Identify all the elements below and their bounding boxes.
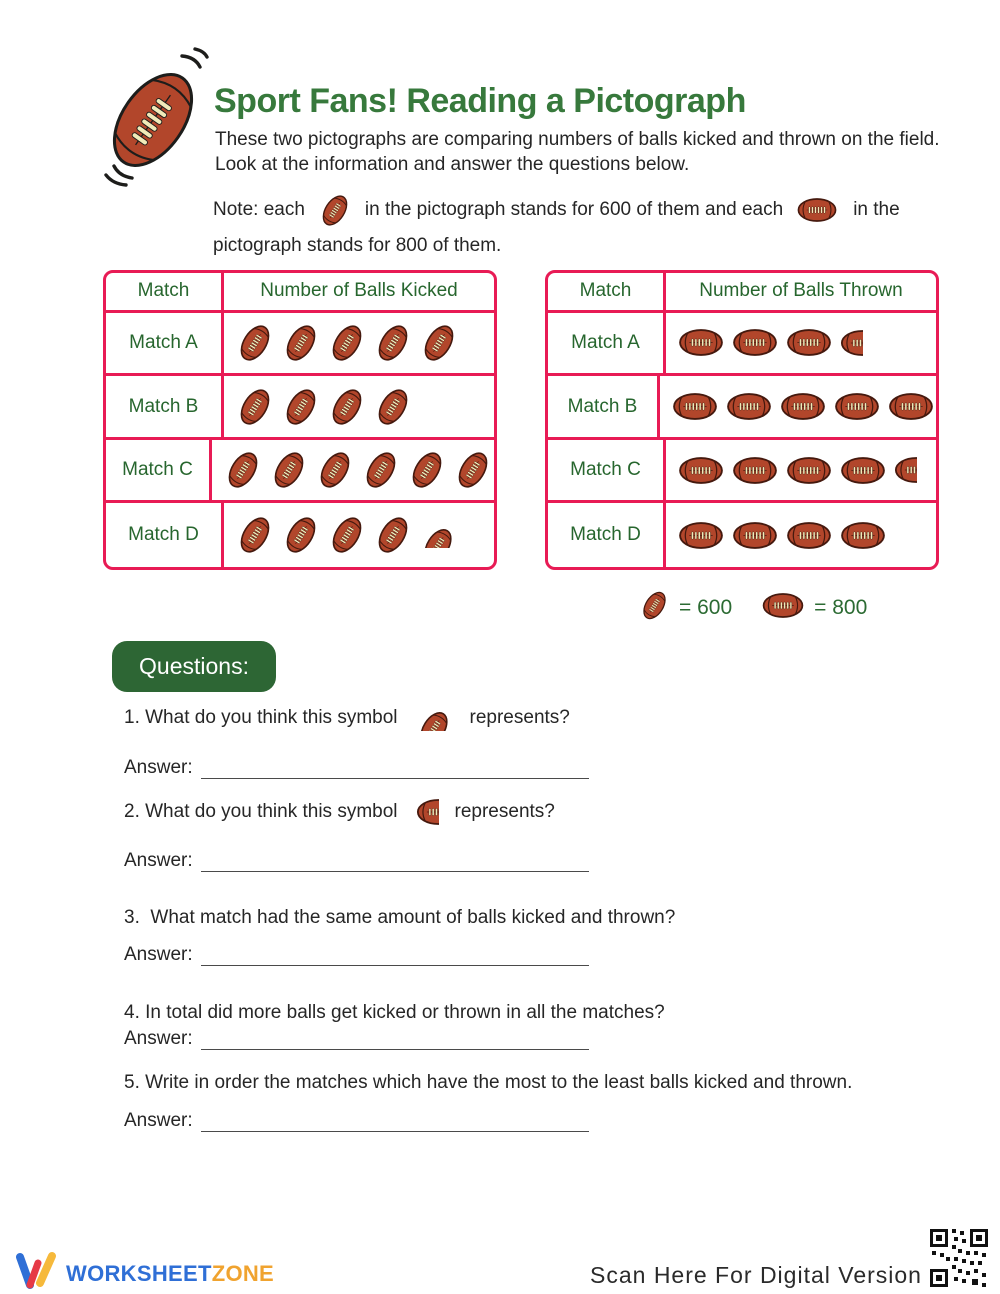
pictograph-cell (660, 376, 936, 437)
football-icon (838, 520, 888, 551)
football-icon (670, 391, 720, 422)
legend (638, 582, 867, 634)
worksheetzone-logo-icon (14, 1250, 58, 1294)
page-title: Sport Fans! Reading a Pictograph (214, 82, 746, 120)
pictograph-cell (666, 503, 936, 567)
question-text: 4. In total did more balls get kicked or thrown in all the matches? (124, 1002, 665, 1023)
answer-blank[interactable] (201, 1112, 589, 1132)
question-1 (124, 697, 570, 739)
question-2 (124, 791, 555, 833)
pictograph-cell (224, 313, 494, 374)
answer-row-2 (124, 848, 589, 872)
pictograph-cell (212, 440, 494, 501)
match-label: Match B (548, 376, 660, 437)
table-row (548, 440, 936, 504)
answer-blank[interactable] (201, 852, 589, 872)
table-header-row (106, 273, 494, 313)
football-icon (418, 318, 460, 368)
football-icon (234, 510, 276, 560)
football-icon (676, 520, 726, 551)
football-icon (234, 318, 276, 368)
football-icon (268, 445, 310, 495)
football-icon (326, 318, 368, 368)
legend-item-thrown (760, 591, 867, 625)
answer-row-1 (124, 755, 589, 779)
pictograph-cell (224, 376, 494, 437)
match-label: Match A (106, 313, 224, 374)
match-label: Match A (548, 313, 666, 374)
answer-blank[interactable] (201, 946, 589, 966)
match-label: Match B (106, 376, 224, 437)
table-row (106, 440, 494, 504)
answer-label: Answer: (124, 757, 193, 778)
football-icon (280, 318, 322, 368)
football-icon (724, 391, 774, 422)
pictograph-table-kicked (103, 270, 497, 570)
match-label: Match C (548, 440, 666, 501)
legend-value-kicked: = 600 (679, 596, 733, 619)
football-icon (838, 455, 888, 486)
answer-blank[interactable] (201, 1030, 589, 1050)
football-icon (730, 520, 780, 551)
table-header-count: Number of Balls Thrown (699, 280, 903, 302)
question-text: 2. What do you think this symbol (124, 801, 398, 822)
table-row (106, 503, 494, 567)
football-icon (317, 189, 353, 232)
football-icon (452, 445, 494, 495)
scan-label: Scan Here For Digital Version (590, 1262, 922, 1288)
football-icon (778, 391, 828, 422)
note-text-4: pictograph stands for 800 of them. (213, 235, 502, 256)
half-football-icon (414, 705, 454, 731)
football-icon (784, 455, 834, 486)
football-icon (326, 510, 368, 560)
note-text-3: in the (853, 199, 900, 220)
note-text-2: in the pictograph stands for 600 of them and each (364, 199, 784, 220)
question-text: 5. Write in order the matches which have the most to the least balls kicked and thrown. (124, 1072, 853, 1093)
legend-value-thrown: = 800 (814, 596, 868, 619)
note-text-1: Note: each (213, 199, 305, 220)
answer-label: Answer: (124, 1110, 193, 1131)
football-icon (372, 382, 414, 432)
half-football-icon (418, 522, 458, 548)
football-icon (784, 520, 834, 551)
table-row (106, 313, 494, 377)
intro-line-1: These two pictographs are comparing numbers of balls kicked and thrown on the field. (215, 129, 940, 150)
table-row (106, 376, 494, 440)
football-icon (638, 586, 671, 630)
football-icon (234, 382, 276, 432)
football-icon (222, 445, 264, 495)
football-icon (326, 382, 368, 432)
table-row (548, 376, 936, 440)
football-icon (832, 391, 882, 422)
question-text-post: represents? (469, 707, 570, 728)
football-icon (795, 196, 839, 224)
qr-code (928, 1227, 990, 1294)
answer-row-3 (124, 942, 589, 966)
intro-line-2: Look at the information and answer the questions below. (215, 154, 690, 175)
table-row (548, 313, 936, 377)
football-illustration (92, 44, 220, 199)
football-icon (406, 445, 448, 495)
match-label: Match D (106, 503, 224, 567)
question-text: 1. What do you think this symbol (124, 707, 398, 728)
football-icon (372, 318, 414, 368)
note-block (213, 185, 933, 257)
football-icon (314, 445, 356, 495)
answer-row-4 (124, 1026, 589, 1050)
half-football-icon (892, 455, 917, 485)
half-football-icon (838, 328, 863, 358)
answer-label: Answer: (124, 850, 193, 871)
football-icon (784, 327, 834, 358)
answer-blank[interactable] (201, 759, 589, 779)
questions-badge: Questions: (112, 641, 276, 692)
football-icon (676, 455, 726, 486)
football-icon (372, 510, 414, 560)
football-icon (280, 510, 322, 560)
pictograph-cell (666, 440, 936, 501)
match-label: Match C (106, 440, 212, 501)
football-icon (730, 455, 780, 486)
table-header-count: Number of Balls Kicked (260, 280, 458, 302)
half-football-icon (414, 797, 439, 827)
answer-row-5 (124, 1108, 589, 1132)
question-text-post: represents? (454, 801, 555, 822)
football-icon (280, 382, 322, 432)
football-icon (886, 391, 936, 422)
table-header-row (548, 273, 936, 313)
table-row (548, 503, 936, 567)
pictograph-cell (666, 313, 936, 374)
football-icon (730, 327, 780, 358)
football-icon (676, 327, 726, 358)
answer-label: Answer: (124, 1028, 193, 1049)
table-header-match: Match (548, 273, 666, 310)
brand-logo (14, 1250, 274, 1294)
table-header-match: Match (106, 273, 224, 310)
brand-name-worksheet: WORKSHEET (66, 1260, 212, 1286)
question-3 (124, 897, 675, 939)
brand-name-zone: ZONE (211, 1260, 275, 1286)
question-text: 3. What match had the same amount of balls kicked and thrown? (124, 907, 676, 928)
match-label: Match D (548, 503, 666, 567)
pictograph-cell (224, 503, 494, 567)
answer-label: Answer: (124, 944, 193, 965)
question-5 (124, 1062, 852, 1104)
pictograph-table-thrown (545, 270, 939, 570)
legend-item-kicked (638, 586, 732, 630)
football-icon (360, 445, 402, 495)
football-icon (760, 591, 806, 625)
intro-text (215, 127, 955, 177)
